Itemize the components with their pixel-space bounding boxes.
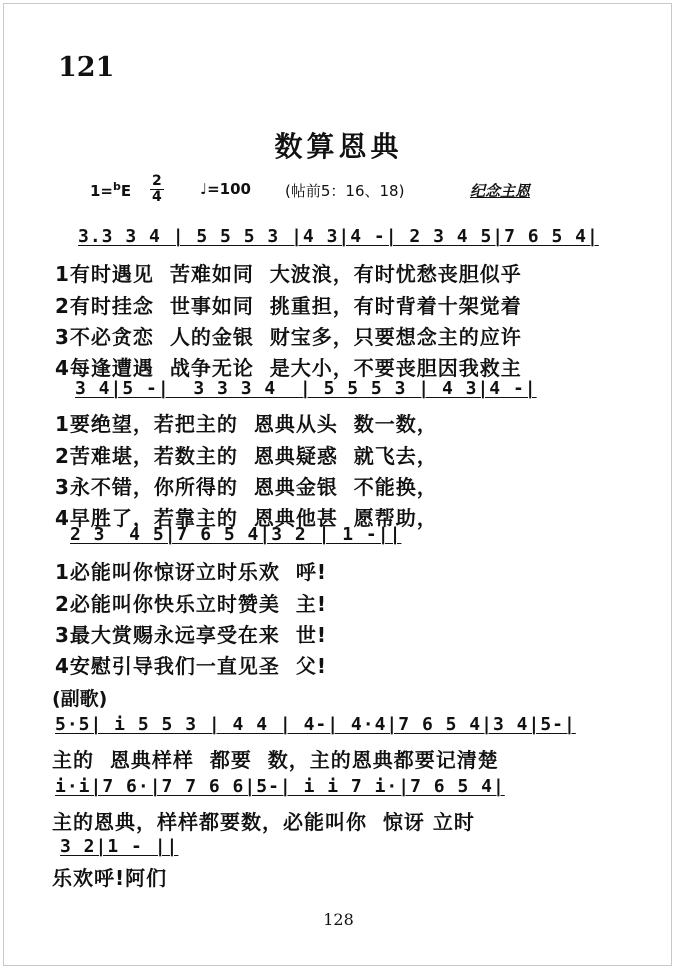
- key-note: E: [120, 182, 132, 200]
- lyric-line: 2有时挂念 世事如同 挑重担，有时背着十架觉着: [55, 294, 522, 318]
- chorus-notation-line: 3 2|1 - ||: [60, 836, 179, 857]
- hymn-theme: 纪念主恩: [470, 182, 531, 200]
- lyric-line: 4每逢遭遇 战争无论 是大小，不要丧胆因我救主: [55, 356, 522, 380]
- notation-line: 3 4|5 -| 3 3 3 4 | 5 5 5 3 | 4 3|4 -|: [75, 378, 537, 399]
- tempo-marking: ♩=100: [200, 180, 251, 198]
- page-number: 128: [323, 910, 354, 929]
- lyric-line: 4早胜了，若靠主的 恩典他甚 愿帮助，: [55, 506, 438, 530]
- notation-line: 3.3 3 4 | 5 5 5 3 |4 3|4 -| 2 3 4 5|7 6 5 4|: [78, 226, 599, 247]
- time-bottom: 4: [152, 189, 162, 205]
- chorus-notation-line: i·i|7 6·|7 7 6 6|5-| i i 7 i·|7 6 5 4|: [55, 776, 505, 797]
- chorus-lyric-line: 主的恩典，样样都要数，必能叫你 惊讶 立时: [52, 810, 475, 834]
- chorus-notation-line: 5·5| i 5 5 3 | 4 4 | 4-| 4·4|7 6 5 4|3 4|5-|: [55, 714, 576, 735]
- scripture-reference: (帖前5：16、18): [285, 182, 405, 200]
- lyric-line: 1有时遇见 苦难如同 大波浪，有时忧愁丧胆似乎: [55, 262, 522, 286]
- lyric-line: 3最大赏赐永远享受在来 世!: [55, 623, 327, 647]
- lyric-line: 4安慰引导我们一直见圣 父!: [55, 654, 327, 678]
- key-signature: [90, 180, 131, 200]
- chorus-lyric-line: 主的 恩典样样 都要 数，主的恩典都要记清楚: [52, 748, 499, 772]
- lyric-line: 3不必贪恋 人的金银 财宝多，只要想念主的应许: [55, 325, 522, 349]
- chorus-label: (副歌): [52, 688, 108, 710]
- time-top: 2: [152, 173, 162, 189]
- notation-line: 2 3 4 5|7 6 5 4|3 2 | 1 -||: [70, 524, 402, 545]
- key-flat: b: [113, 180, 121, 193]
- hymn-title: 数算恩典: [274, 130, 403, 163]
- key-prefix: 1=: [90, 182, 114, 200]
- lyric-line: 1必能叫你惊讶立时乐欢 呼!: [55, 560, 327, 584]
- lyric-line: 3永不错，你所得的 恩典金银 不能换，: [55, 475, 438, 499]
- lyric-line: 2苦难堪，若数主的 恩典疑惑 就飞去，: [55, 444, 438, 468]
- chorus-lyric-line: 乐欢呼!阿们: [52, 866, 168, 890]
- time-signature: [150, 174, 164, 205]
- lyric-line: 1要绝望，若把主的 恩典从头 数一数，: [55, 412, 438, 436]
- hymn-number: 121: [58, 52, 115, 83]
- lyric-line: 2必能叫你快乐立时赞美 主!: [55, 592, 327, 616]
